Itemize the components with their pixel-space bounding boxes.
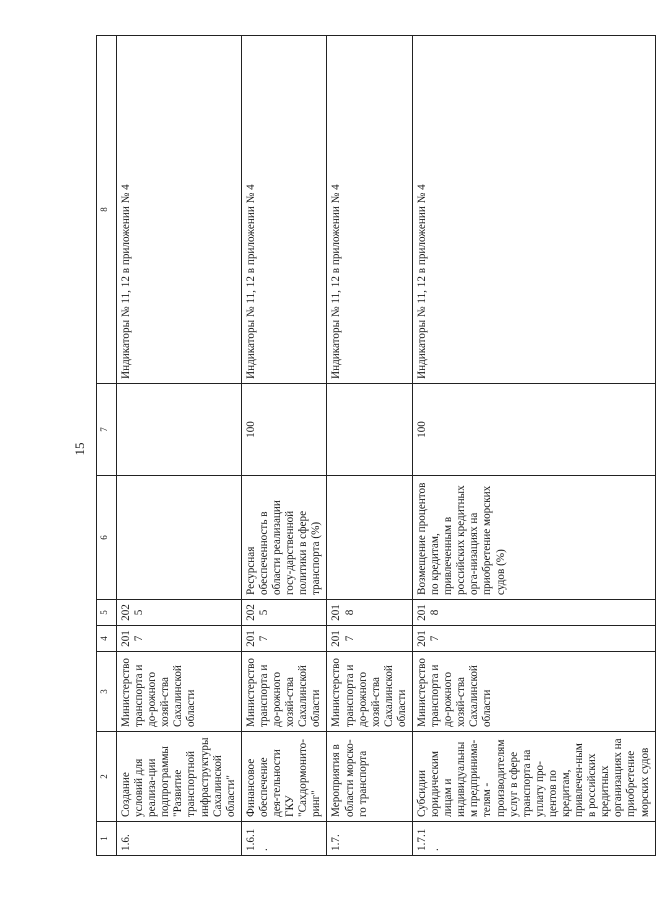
executor: Министерство транспорта и до-рожного хозяй-ства Сахалинской области: [327, 652, 413, 732]
table-row: [241, 36, 327, 856]
page-number: 15: [72, 442, 87, 456]
column-number: 3: [97, 652, 117, 732]
row-number: 1.6.1.: [241, 822, 327, 856]
start-year: 2017: [327, 626, 413, 652]
start-year: 2017: [117, 626, 242, 652]
activity-name: Субсидии юридическим лицам и индивидуальным предпринима-телям - производителям услуг в сфере транспорта на уплату про-центов по кредитам, привлечен-ным в российских кредитных организациях на приобретение морских судов: [412, 732, 655, 822]
column-number: 1: [97, 822, 117, 856]
start-year: 2017: [412, 626, 655, 652]
end-year: 2025: [241, 600, 327, 626]
indicator-value: 100: [412, 384, 655, 476]
indicator-name: Возмещение процентов по кредитам, привлеченным в российских кредитных орга-низациях на приобретение морских судов (%): [412, 476, 655, 600]
column-number-row: [97, 36, 117, 856]
indicator-value: [327, 384, 413, 476]
column-number: 6: [97, 476, 117, 600]
indicator-name: [327, 476, 413, 600]
activity-name: Финансовое обеспечение дея-тельности ГКУ "Сахдормонито-ринг": [241, 732, 327, 822]
activity-name: Создание условий для реализа-ции подпрограммы "Развитие транспортной инфраструктуры Сахалинской области": [117, 732, 242, 822]
end-year: 2018: [327, 600, 413, 626]
executor: Министерство транспорта и до-рожного хозяй-ства Сахалинской области: [241, 652, 327, 732]
table-row: [117, 36, 242, 856]
row-number: 1.7.: [327, 822, 413, 856]
indicator-reference: Индикаторы № 11, 12 в приложении № 4: [241, 36, 327, 384]
start-year: 2017: [241, 626, 327, 652]
table-row: [327, 36, 413, 856]
column-number: 7: [97, 384, 117, 476]
column-number: 2: [97, 732, 117, 822]
row-number: 1.6.: [117, 822, 242, 856]
executor: Министерство транспорта и до-рожного хозяй-ства Сахалинской области: [117, 652, 242, 732]
indicator-name: [117, 476, 242, 600]
indicator-name: Ресурсная обеспеченность в области реализации госу-дарственной политики в сфере транспорта (%): [241, 476, 327, 600]
indicator-value: [117, 384, 242, 476]
end-year: 2025: [117, 600, 242, 626]
column-number: 4: [97, 626, 117, 652]
row-number: 1.7.1.: [412, 822, 655, 856]
column-number: 8: [97, 36, 117, 384]
executor: Министерство транспорта и до-рожного хозяй-ства Сахалинской области: [412, 652, 655, 732]
end-year: 2018: [412, 600, 655, 626]
table-container: [96, 36, 651, 856]
indicator-reference: Индикаторы № 11, 12 в приложении № 4: [412, 36, 655, 384]
indicator-value: 100: [241, 384, 327, 476]
indicator-reference: Индикаторы № 11, 12 в приложении № 4: [117, 36, 242, 384]
table-row: [412, 36, 655, 856]
activity-name: Мероприятия в области морско-го транспорта: [327, 732, 413, 822]
column-number: 5: [97, 600, 117, 626]
activities-table: [96, 35, 656, 856]
indicator-reference: Индикаторы № 11, 12 в приложении № 4: [327, 36, 413, 384]
